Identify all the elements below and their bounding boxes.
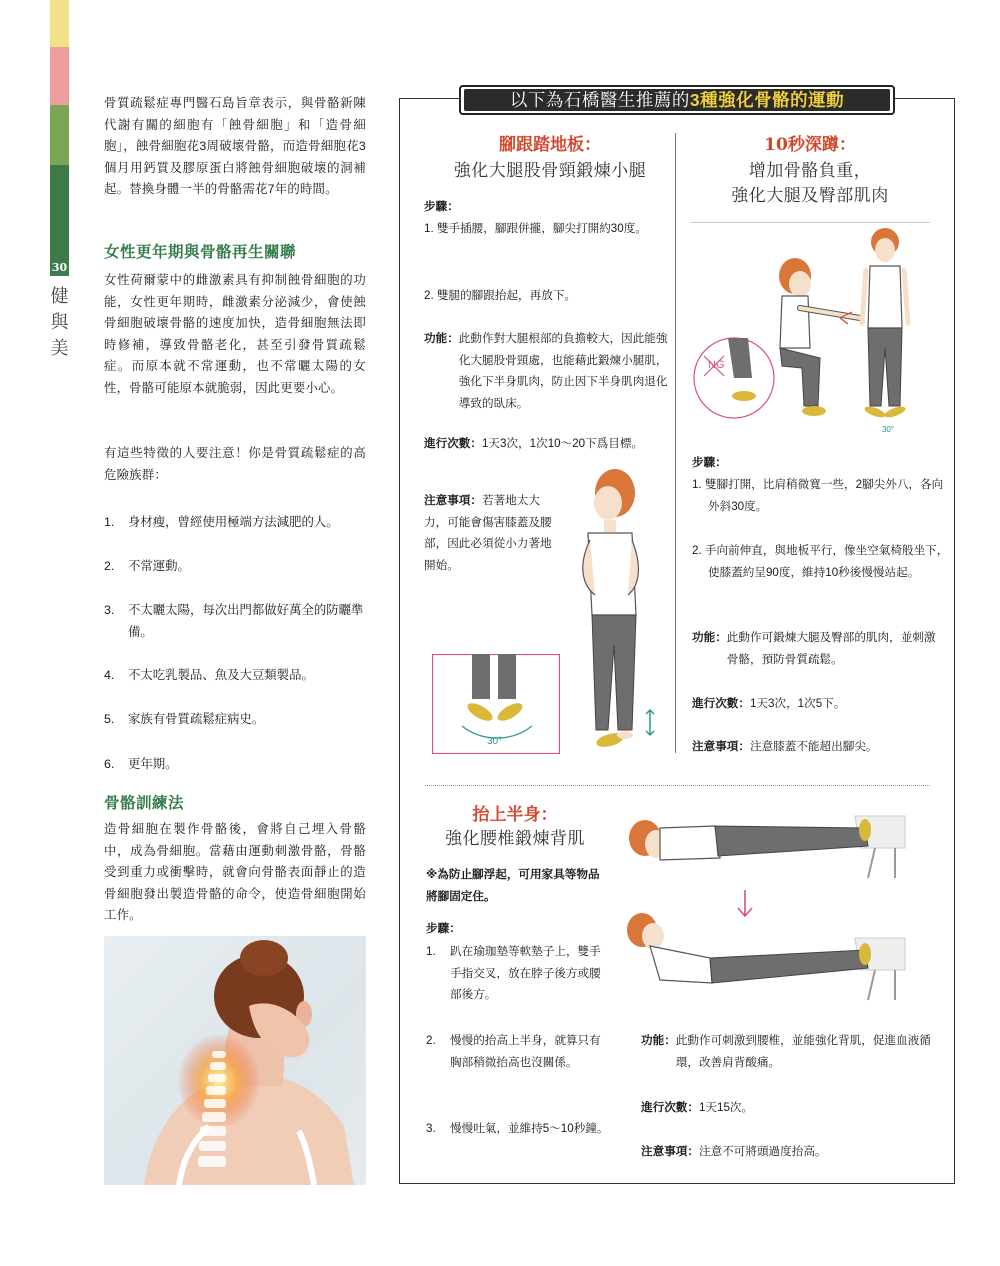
ex1-subtitle: 強化大腿股骨頸鍛煉小腿 bbox=[453, 161, 647, 180]
ex1-note-text: 若著地太大力，可能會傷害膝蓋及腰部，因此必須從小力著地開始。 bbox=[424, 494, 552, 572]
ex2-squat-figure bbox=[690, 228, 935, 438]
subtitle-rule bbox=[690, 222, 930, 223]
ex2-angle-label: 30° bbox=[882, 425, 895, 434]
list-number: 5. bbox=[104, 712, 115, 726]
ex1-note bbox=[424, 490, 559, 576]
list-number: 2. bbox=[104, 559, 115, 573]
ex1-feet-inset bbox=[432, 654, 560, 754]
ex3-note-label: 注意事項： bbox=[641, 1145, 699, 1158]
ex2-note-label: 注意事項： bbox=[692, 740, 750, 753]
ex1-steps-label: 步驟： bbox=[424, 200, 459, 213]
list-number: 4. bbox=[104, 668, 115, 682]
ex1-reps-label: 進行次數： bbox=[424, 437, 482, 450]
list-item bbox=[104, 556, 366, 578]
ex1-standing-figure bbox=[560, 465, 670, 760]
ex3-reps-label: 進行次數： bbox=[641, 1101, 699, 1114]
ex2-function-label: 功能： bbox=[692, 631, 727, 644]
list-text: 不太吃乳製品、魚及大豆類製品。 bbox=[128, 668, 314, 682]
list-item bbox=[104, 600, 366, 643]
ex1-function-text: 此動作對大腿根部的負擔較大，因此能強化大腿股骨頸處，也能藉此鍛煉小腿肌，強化下半身肌肉，防止因下半身肌肉退化導致的臥床。 bbox=[458, 332, 668, 410]
ex3-function-text: 此動作可刺激到腰椎，並能強化背肌，促進血液循環，改善肩背酸痛。 bbox=[675, 1034, 931, 1069]
list-item bbox=[104, 754, 366, 776]
bone-training-text: 造骨細胞在製作骨骼後，會將自己埋入骨骼中，成為骨細胞。當藉由運動刺激骨骼，骨骼受到重力或衝擊時，就會向骨骼表面靜止的造骨細胞發出製造骨骼的命令，使造骨細胞開始工作。 bbox=[104, 822, 366, 922]
heading-bone-training: 骨骼訓練法 bbox=[104, 795, 185, 812]
ex3-reps-text: 1天15次。 bbox=[698, 1101, 754, 1114]
risk-intro-text: 有這些特徵的人要注意！你是骨質疏鬆症的高危險族群： bbox=[104, 446, 366, 482]
ex2-reps-label: 進行次數： bbox=[692, 697, 750, 710]
ex3-step-number: 1. bbox=[426, 945, 436, 958]
woman-back-illustration bbox=[104, 936, 366, 1185]
ex2-step-1: 1. 雙腳打開，比肩稍微寬一些，2腳尖外八，各向外斜30度。 bbox=[692, 478, 944, 513]
title-char: 健 bbox=[50, 286, 69, 307]
ex1-title: 腳跟踏地板： bbox=[499, 135, 601, 155]
ex1-step-1: 1. 雙手插腰，腳跟併攏，腳尖打開約30度。 bbox=[424, 222, 647, 235]
list-item bbox=[104, 665, 366, 687]
ex3-step-1 bbox=[426, 941, 611, 1006]
ex1-angle-label: 30° bbox=[487, 736, 503, 747]
ex1-function-label: 功能： bbox=[424, 332, 459, 345]
banner-prefix: 以下為石橋醫生推薦的 bbox=[509, 90, 690, 110]
ex3-title: 抬上半身： bbox=[472, 805, 558, 825]
neck-pain-photo bbox=[104, 936, 366, 1185]
ex3-note-text: 注意不可將頭過度抬高。 bbox=[698, 1145, 827, 1158]
title-char: 與 bbox=[50, 312, 69, 333]
strip-yellow bbox=[50, 0, 69, 47]
ex1-step-2: 2. 雙腿的腳跟抬起，再放下。 bbox=[424, 289, 577, 302]
strip-lightgreen bbox=[50, 105, 69, 165]
ex3-function-label: 功能： bbox=[641, 1034, 676, 1047]
section-divider bbox=[425, 785, 930, 786]
page-number: 30 bbox=[51, 261, 68, 274]
list-number: 6. bbox=[104, 757, 115, 771]
ex3-step-number: 2. bbox=[426, 1034, 436, 1047]
ex2-reps bbox=[692, 693, 937, 715]
ex2-ng-label: NG bbox=[708, 359, 725, 371]
heading-menopause: 女性更年期與骨骼再生關聯 bbox=[104, 244, 297, 261]
ex1-note-label: 注意事項： bbox=[424, 494, 482, 507]
ex2-note-text: 注意膝蓋不能超出腳尖。 bbox=[749, 740, 878, 753]
ex3-function bbox=[641, 1030, 936, 1073]
ex3-step-text: 趴在瑜珈墊等軟墊子上，雙手手指交叉，放在脖子後方或腰部後方。 bbox=[450, 945, 601, 1001]
ex3-step-text: 慢慢的抬高上半身，就算只有胸部稍微抬高也沒關係。 bbox=[450, 1034, 601, 1069]
ex2-function bbox=[692, 627, 937, 670]
strip-pink bbox=[50, 47, 69, 105]
section-title-vertical bbox=[50, 284, 69, 362]
ex2-subtitle-2: 強化大腿及臀部肌肉 bbox=[731, 186, 889, 205]
ex3-subtitle: 強化腰椎鍛煉背肌 bbox=[445, 829, 585, 848]
title-char: 美 bbox=[50, 338, 69, 359]
ex1-function bbox=[424, 328, 669, 414]
menopause-text: 女性荷爾蒙中的雌激素具有抑制蝕骨細胞的功能，女性更年期時，雌激素分泌減少，會使蝕骨細胞破壞骨骼的速度加快，造骨細胞無法即時修補，導致骨骼老化，甚至引發骨質疏鬆症。而原本就不常運動，也不常曬太陽的女性，骨骼可能原本就脆弱，因此更要小心。 bbox=[104, 273, 366, 395]
ex3-step-number: 3. bbox=[426, 1122, 436, 1135]
ex2-subtitle-1: 增加骨骼負重， bbox=[748, 161, 872, 180]
ex1-reps-text: 1天3次，1次10～20下爲目標。 bbox=[481, 437, 644, 450]
ex3-back-lift-figure bbox=[620, 808, 910, 1013]
ex2-reps-text: 1天3次，1次5下。 bbox=[749, 697, 846, 710]
risk-intro-paragraph bbox=[104, 443, 366, 486]
intro-text: 骨質疏鬆症專門醫石島旨章表示，與骨骼新陳代謝有關的細胞有「蝕骨細胞」和「造骨細胞」，蝕骨細胞花3周破壞骨骼，而造骨細胞花3個月用鈣質及膠原蛋白將蝕骨細胞破壞的洞補起。替換身體一半的骨骼需花7年的時間。 bbox=[104, 96, 366, 196]
bone-training-paragraph bbox=[104, 819, 366, 927]
list-text: 更年期。 bbox=[128, 757, 178, 771]
list-text: 不常運動。 bbox=[128, 559, 190, 573]
list-number: 1. bbox=[104, 515, 115, 529]
ex3-note bbox=[641, 1141, 936, 1163]
list-text: 不太曬太陽，每次出門都做好萬全的防曬準備。 bbox=[128, 603, 364, 639]
ex2-function-text: 此動作可鍛煉大腿及臀部的肌肉，並刺激骨骼，預防骨質疏鬆。 bbox=[726, 631, 936, 666]
list-text: 家族有骨質疏鬆症病史。 bbox=[128, 712, 265, 726]
ex3-reps bbox=[641, 1097, 936, 1119]
exercise-banner bbox=[459, 85, 895, 115]
ex3-step-text: 慢慢吐氣，並維持5～10秒鐘。 bbox=[450, 1122, 609, 1135]
ex3-step-3 bbox=[426, 1118, 611, 1140]
strip-darkgreen bbox=[50, 165, 69, 260]
ex2-steps-label: 步驟： bbox=[692, 456, 727, 469]
ex2-note bbox=[692, 736, 937, 758]
list-item bbox=[104, 512, 366, 534]
ex3-step-2 bbox=[426, 1030, 611, 1073]
list-item bbox=[104, 709, 366, 731]
list-number: 3. bbox=[104, 603, 115, 617]
intro-paragraph bbox=[104, 93, 366, 201]
ex2-title: 10秒深蹲： bbox=[764, 135, 856, 155]
banner-text bbox=[464, 89, 890, 111]
ex3-steps-label: 步驟： bbox=[426, 922, 461, 935]
banner-highlight: 3種強化骨骼的運動 bbox=[689, 90, 845, 110]
list-text: 身材瘦，曾經使用極端方法減肥的人。 bbox=[128, 515, 339, 529]
menopause-paragraph bbox=[104, 270, 366, 399]
ex2-step-2: 2. 手向前伸直，與地板平行，像坐空氣椅般坐下，使膝蓋約呈90度，維持10秒後慢慢站起。 bbox=[692, 544, 949, 579]
ex1-reps bbox=[424, 433, 669, 455]
ex3-tip: ※為防止腳浮起，可用家具等物品將腳固定住。 bbox=[426, 868, 600, 903]
